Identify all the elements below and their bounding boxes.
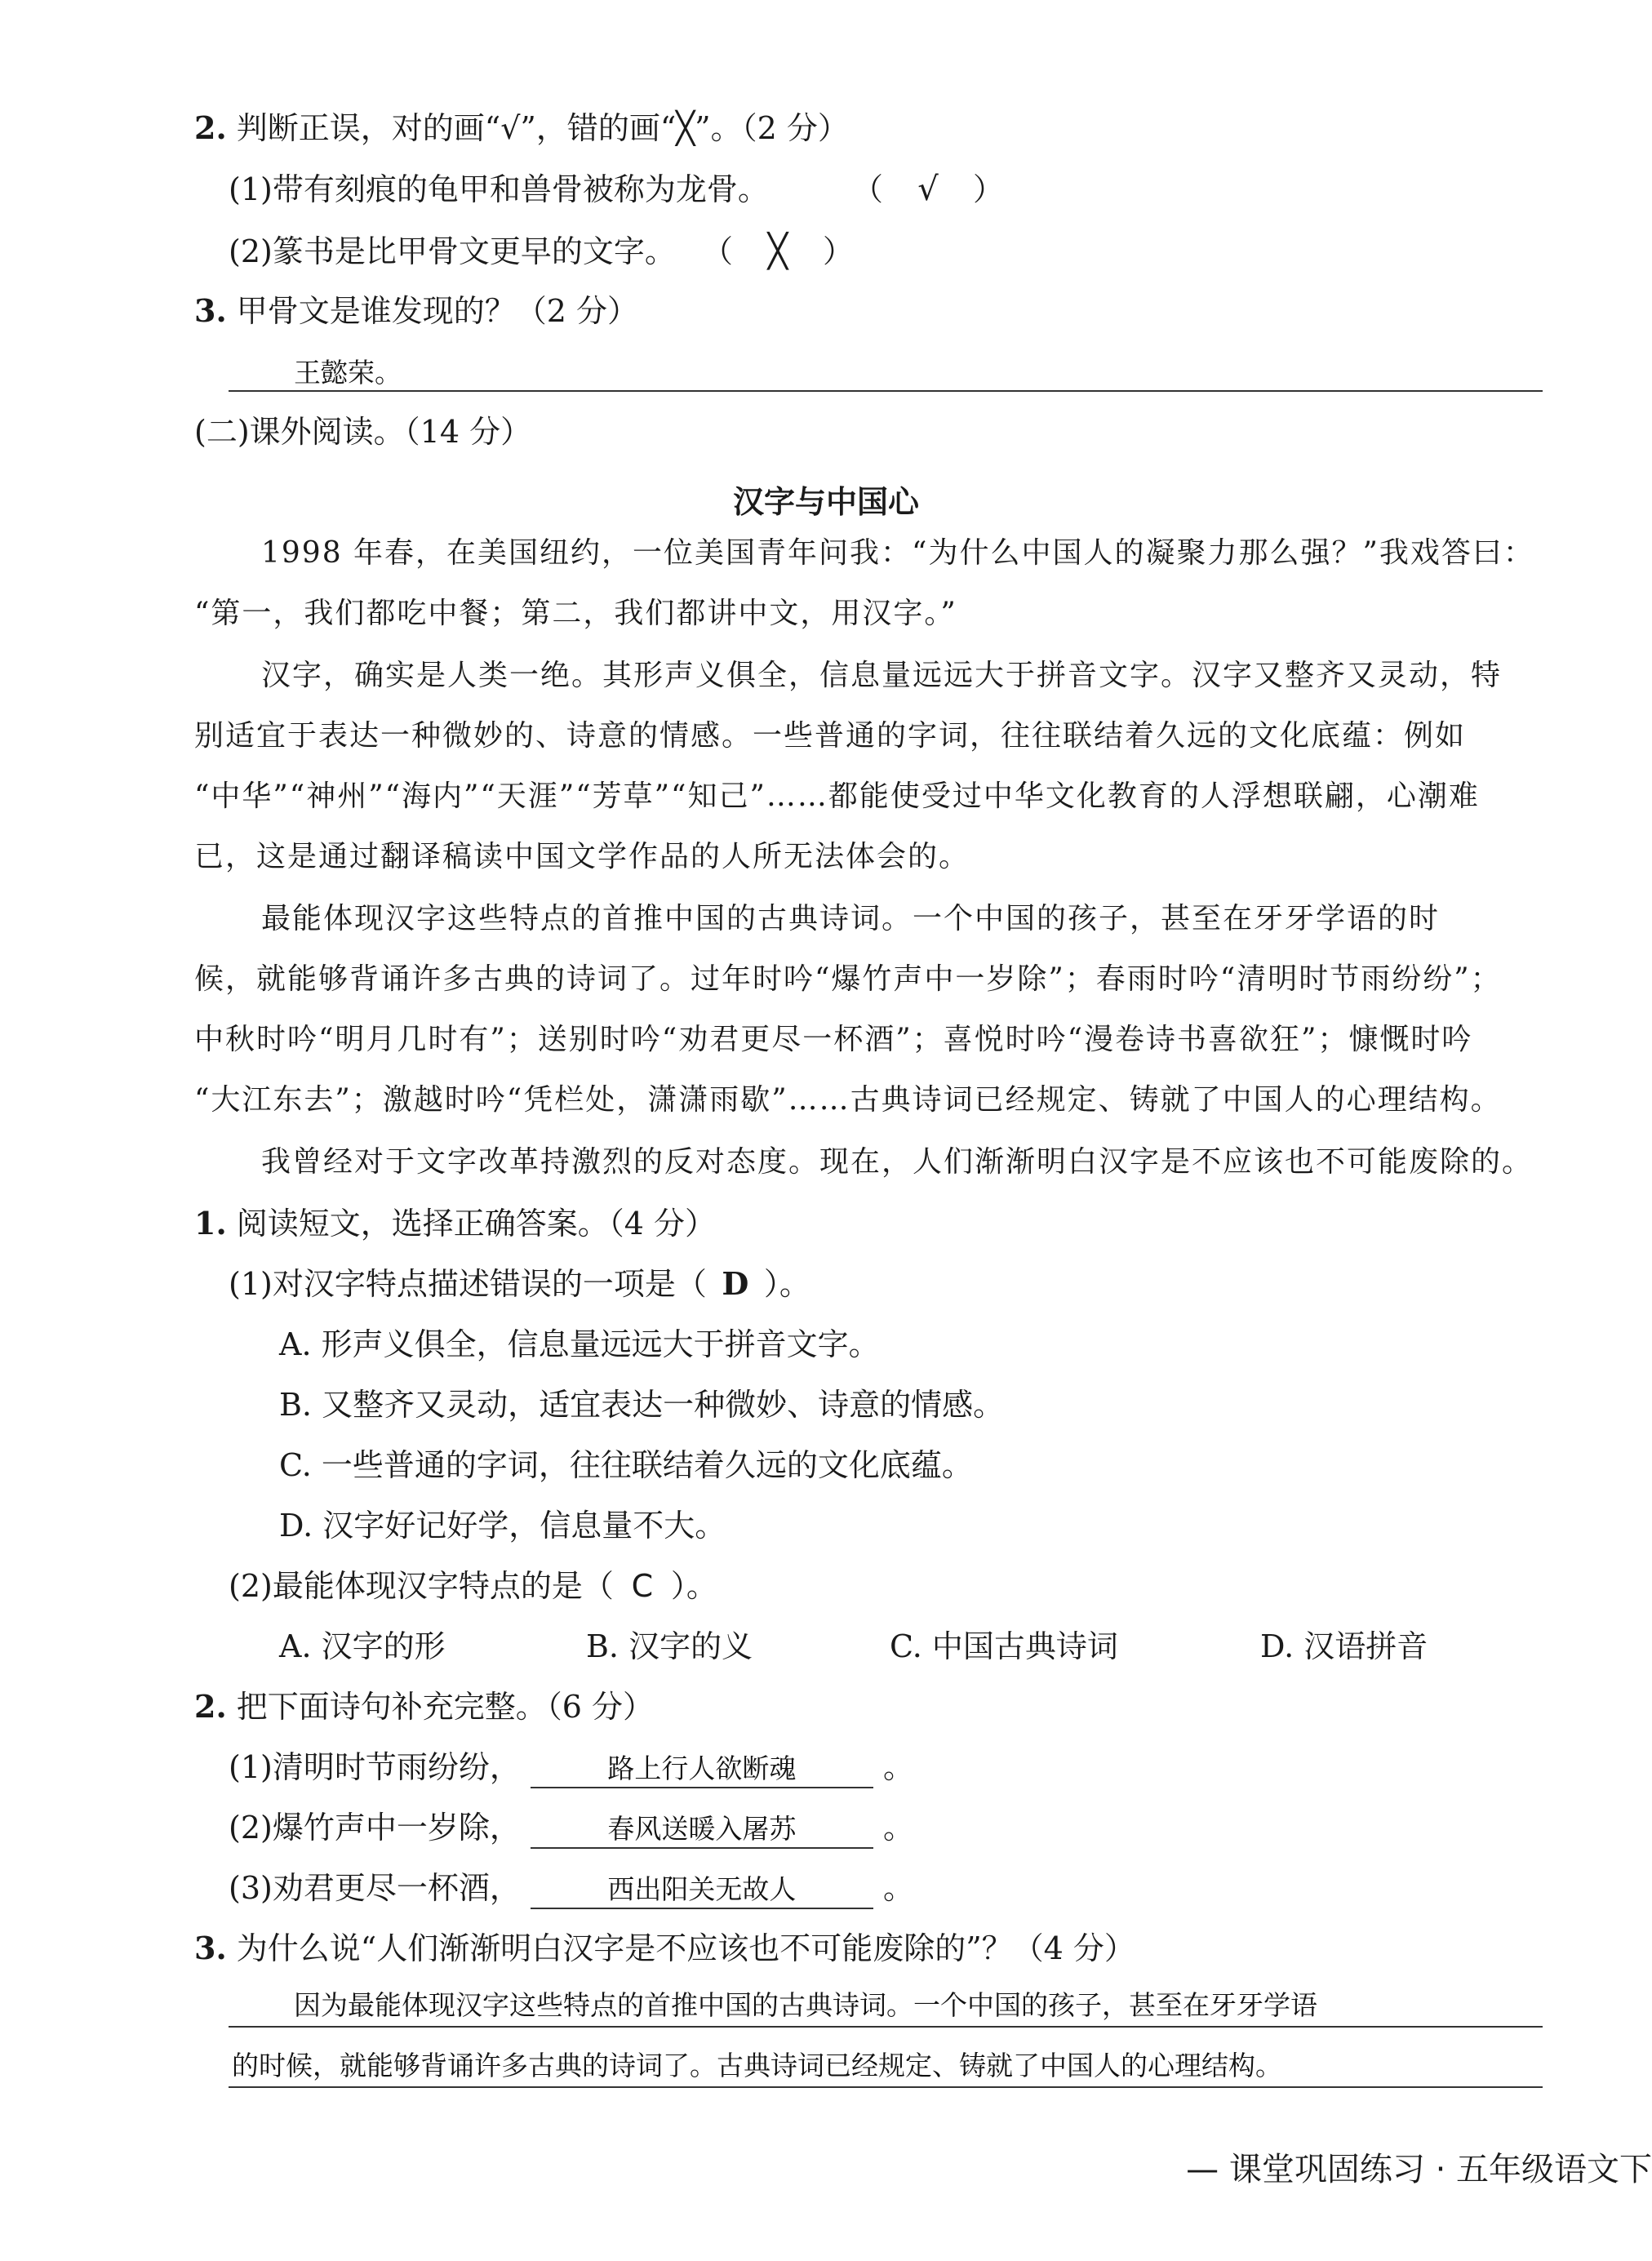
prev-q2-item-1: (1)带有刻痕的龟甲和兽骨被称为龙骨。 （ √ ）: [229, 171, 1004, 208]
article-line: 已，这是通过翻译稿读中国文学作品的人所无法体会的。: [194, 840, 970, 873]
article-line: 最能体现汉字这些特点的首推中国的古典诗词。一个中国的孩子，甚至在牙牙学语的时: [261, 902, 1441, 935]
fill-answer: 路上行人欲断魂: [531, 1755, 873, 1788]
q3: [194, 1930, 1135, 1966]
page-footer: — 课堂巩固练习 · 五年级语文下: [1186, 2151, 1652, 2188]
question-text: 为什么说“人们渐渐明白汉字是不应该也不可能废除的”？（4 分）: [236, 1930, 1135, 1966]
article-line: 汉字，确实是人类一绝。其形声义俱全，信息量远远大于拼音文字。汉字又整齐又灵动，特: [261, 659, 1503, 692]
article-line: 候，就能够背诵许多古典的诗词了。过年时吟“爆竹声中一岁除”；春雨时吟“清明时节雨纷纷”；: [194, 962, 1502, 996]
poem-item: (1)清明时节雨纷纷， 路上行人欲断魂 。: [229, 1752, 914, 1788]
q3-answer-line: 的时候，就能够背诵许多古典的诗词了。古典诗词已经规定、铸就了中国人的心理结构。: [232, 2050, 1282, 2081]
option: C. 一些普通的字词，往往联结着久远的文化底蕴。: [279, 1447, 973, 1483]
question-number: 2.: [194, 109, 227, 146]
prev-q3-answer: 王懿荣。: [294, 357, 402, 389]
poem-item: (3)劝君更尽一杯酒， 西出阳关无故人 。: [229, 1872, 914, 1909]
question-number: 3.: [194, 1930, 227, 1966]
prev-q2-item-2: (2)篆书是比甲骨文更早的文字。 （ ╳ ）: [229, 233, 854, 270]
question-number: 2.: [194, 1688, 227, 1725]
prev-q2: [194, 109, 849, 146]
q1-sub-1: (1)对汉字特点描述错误的一项是（ D ）。: [229, 1265, 810, 1302]
answer-line: [229, 2086, 1543, 2088]
prev-q3: [194, 292, 639, 329]
q1-sub-2: (2)最能体现汉字特点的是（ C ）。: [229, 1568, 717, 1604]
question-number: 1.: [194, 1205, 227, 1242]
q3-answer-line: 因为最能体现汉字这些特点的首推中国的古典诗词。一个中国的孩子，甚至在牙牙学语: [294, 1989, 1317, 2021]
poem-item: (2)爆竹声中一岁除， 春风送暖入屠苏 。: [229, 1812, 914, 1849]
question-text: 甲骨文是谁发现的？（2 分）: [236, 293, 639, 329]
article-title: 汉字与中国心: [732, 484, 919, 520]
q1: [194, 1205, 717, 1242]
option: B. 汉字的义: [586, 1628, 753, 1664]
fill-answer: 西出阳关无故人: [531, 1876, 873, 1909]
fill-answer: 春风送暖入屠苏: [531, 1815, 873, 1849]
section-title: (二)课外阅读。（14 分）: [194, 414, 532, 450]
article-line: “中华”“神州”“海内”“天涯”“芳草”“知己”……都能使受过中华文化教育的人浮想联翩，心潮难: [194, 780, 1480, 813]
article-line: “大江东去”；激越时吟“凭栏处，潇潇雨歇”……古典诗词已经规定、铸就了中国人的心理结构。: [194, 1083, 1502, 1117]
q2: [194, 1688, 655, 1725]
option: D. 汉字好记好学，信息量不大。: [279, 1508, 726, 1544]
question-number: 3.: [194, 292, 227, 329]
cross-mark-answer: ╳: [767, 233, 788, 270]
option: C. 中国古典诗词: [890, 1628, 1118, 1664]
option: A. 形声义俱全，信息量远远大于拼音文字。: [279, 1326, 880, 1362]
article-line: 中秋时吟“明月几时有”；送别时吟“劝君更尽一杯酒”；喜悦时吟“漫卷诗书喜欲狂”；慷慨时吟: [194, 1023, 1473, 1056]
question-text: 把下面诗句补充完整。（6 分）: [236, 1689, 655, 1725]
option: B. 又整齐又灵动，适宜表达一种微妙、诗意的情感。: [279, 1387, 1005, 1423]
article-line: 我曾经对于文字改革持激烈的反对态度。现在，人们渐渐明白汉字是不应该也不可能废除的。: [261, 1145, 1534, 1179]
check-mark-answer: √: [917, 171, 939, 208]
question-text: 判断正误，对的画“√”，错的画“╳”。（2 分）: [236, 110, 849, 146]
item-text: (1)带有刻痕的龟甲和兽骨被称为龙骨。: [229, 171, 769, 207]
choice-answer: D: [722, 1265, 749, 1302]
article-line: 别适宜于表达一种微妙的、诗意的情感。一些普通的字词，往往联结着久远的文化底蕴：例如: [194, 719, 1467, 753]
choice-answer: C: [631, 1568, 654, 1604]
option: D. 汉语拼音: [1260, 1628, 1428, 1664]
answer-line: [229, 2026, 1543, 2028]
article-line: 1998 年春，在美国纽约，一位美国青年问我：“为什么中国人的凝聚力那么强？”我戏答曰：: [261, 536, 1534, 570]
item-text: (2)篆书是比甲骨文更早的文字。: [229, 233, 676, 269]
option: A. 汉字的形: [279, 1628, 446, 1664]
question-text: 阅读短文，选择正确答案。（4 分）: [236, 1206, 717, 1242]
article-line: “第一，我们都吃中餐；第二，我们都讲中文，用汉字。”: [194, 597, 957, 630]
answer-line: [229, 390, 1543, 392]
